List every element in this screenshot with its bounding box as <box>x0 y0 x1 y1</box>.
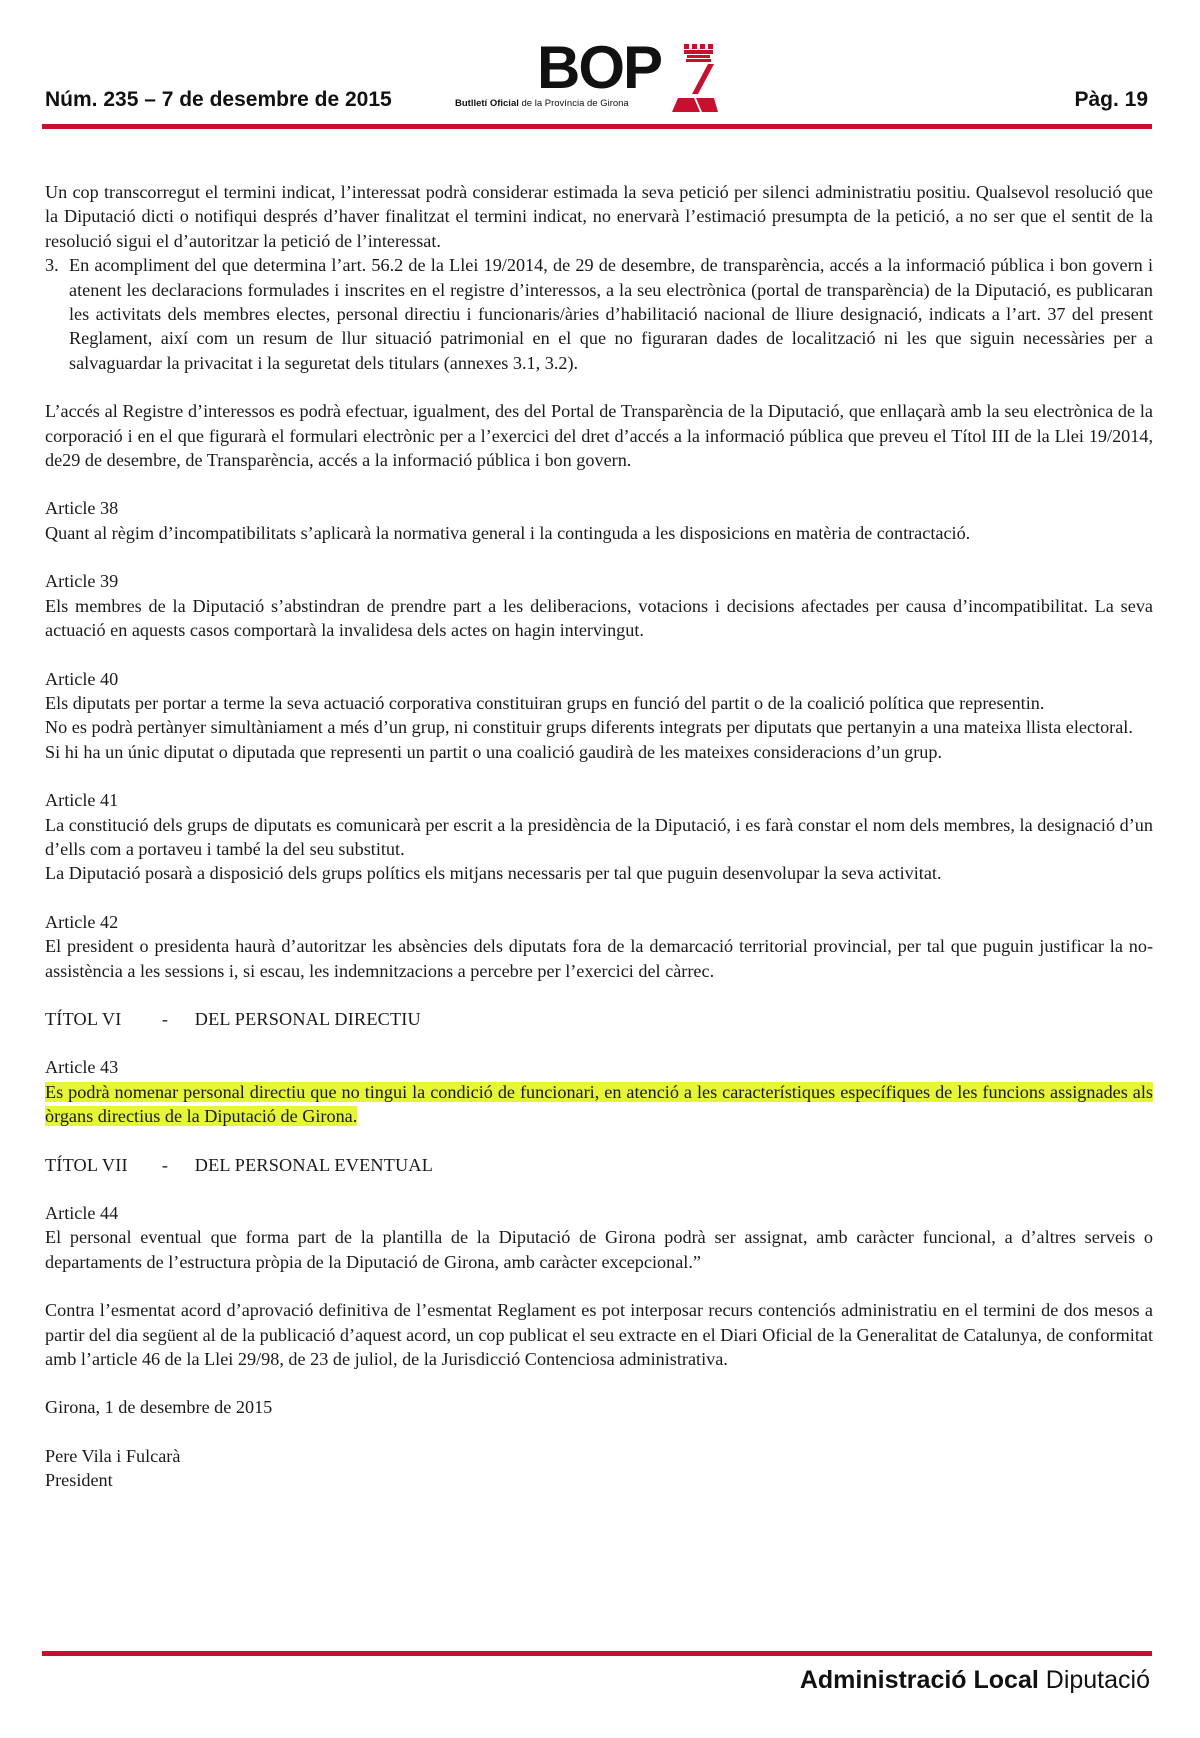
registre-paragraph: L’accés al Registre d’interessos es podrà efectuar, igualment, des del Portal de Transparència de la Diputació, que enllaçarà amb la seu electrònica de la corporació i en el que figurarà el formulari electrònic per a l’exercici del dret d’accés a la informació pública que preveu el Títol III de la Llei 19/2014, de29 de desembre, de Transparència, accés a la informació pública i bon govern. <box>45 401 1153 471</box>
footer-rule <box>42 1651 1152 1656</box>
titol-vii-name: DEL PERSONAL EVENTUAL <box>194 1154 434 1175</box>
article-43-title: Article 43 <box>45 1057 119 1078</box>
footer-section-bold: Administració Local <box>799 1666 1039 1694</box>
article-40-paragraph-1: Els diputats per portar a terme la seva actuació corporativa constituiran grups en funció del partit o de la coalició política que representin. <box>45 692 1045 713</box>
footer-section-rest: Diputació <box>1045 1666 1150 1694</box>
titol-vii-dash: - <box>161 1154 169 1175</box>
logo-subtitle-bold: Butlletí Oficial <box>455 98 519 109</box>
article-41-title: Article 41 <box>45 790 119 811</box>
recurs-paragraph: Contra l’esmentat acord d’aprovació definitiva de l’esmentat Reglament es pot interposar recurs contenciós administratiu en el termini de dos mesos a partir del dia següent al de la publicació d’aquest acord, un cop publicat el seu extracte en el Diari Oficial de la Generalitat de Catalunya, de conformitat amb l’article 46 de la Llei 29/98, de 23 de juliol, de la Jurisdicció Contenciosa administrativa. <box>45 1300 1153 1370</box>
article-43-text <box>45 1080 1153 1129</box>
article-41-paragraph-1: La constitució dels grups de diputats es comunicarà per escrit a la presidència de la Diputació, i es farà constar el nom dels membres, la designació d’un d’ells com a portaveu i també la del seu substitut. <box>45 814 1153 859</box>
article-44-title: Article 44 <box>45 1203 119 1223</box>
place-date: Girona, 1 de desembre de 2015 <box>45 1397 273 1418</box>
list-item-number: 3. <box>45 255 59 276</box>
header-rule <box>42 124 1152 129</box>
list-item-3 <box>45 253 1153 375</box>
article-38-title: Article 38 <box>45 498 119 519</box>
article-39-text: Els membres de la Diputació s’abstindran de prendre part a les deliberacions, votacions i decisions afectades per causa d’incompatibilitat. La seva actuació en aquests casos comportarà la invalidesa dels actes on hagin intervingut. <box>45 595 1153 641</box>
bop-logo <box>455 34 725 114</box>
highlighted-text: Es podrà nomenar personal directiu que no tingui la condició de funcionari, en atenció a les característiques específiques de les funcions assignades als òrgans directius de la Diputació de Girona. <box>45 1081 1153 1127</box>
logo-subtitle <box>455 98 629 109</box>
titol-vii-number: TÍTOL VII <box>45 1154 128 1175</box>
titol-vi-heading <box>45 1007 1153 1031</box>
article-40-title: Article 40 <box>45 668 119 689</box>
logo-wordmark: BOP <box>537 34 662 101</box>
article-40-paragraph-2: No es podrà pertànyer simultàniament a més d’un grup, ni constituir grups diferents integrats per diputats que pertanyin a una mateixa llista electoral. <box>45 717 1133 738</box>
page-number: Pàg. 19 <box>1074 88 1148 111</box>
footer-section <box>800 1666 1150 1695</box>
document-body <box>45 180 1153 1493</box>
titol-vi-number: TÍTOL VI <box>45 1008 122 1029</box>
article-40-paragraph-3: Si hi ha un únic diputat o diputada que representi un partit o una coalició gaudirà de les mateixes consideracions d’un grup. <box>45 741 942 762</box>
list-item-text: En acompliment del que determina l’art. 56.2 de la Llei 19/2014, de 29 de desembre, de transparència, accés a la informació pública i bon govern i atenent les declaracions formulades i inscrites en el registre d’interessos, a la seu electrònica (portal de transparència) de la Diputació, es publicaran les activitats dels membres electes, personal directiu i funcionaris/àries d’habilitació nacional de lliure designació, indicats a l’art. 37 del present Reglament, així com un resum de llur situació patrimonial en el que no figuraran dades de localització ni les que siguin necessàries per a salvaguardar la privacitat i la seguretat dels titulars (annexes 3.1, 3.2). <box>69 255 1153 373</box>
article-42-text: El president o presidenta haurà d’autoritzar les absències dels diputats fora de la demarcació territorial provincial, per tal que puguin justificar la no-assistència a les sessions i, si escau, les indemnitzacions a percebre per l’exercici del càrrec. <box>45 936 1153 981</box>
titol-vii-heading <box>45 1153 1153 1177</box>
titol-vi-dash: - <box>161 1008 169 1029</box>
article-38-text: Quant al règim d’incompatibilitats s’aplicarà la normativa general i la continguda a les disposicions en matèria de contractació. <box>45 522 971 543</box>
logo-subtitle-rest: de la Província de Girona <box>518 98 629 109</box>
article-41-paragraph-2: La Diputació posarà a disposició dels grups polítics els mitjans necessaris per tal que puguin desenvolupar la seva activitat. <box>45 863 942 884</box>
article-44-text: El personal eventual que forma part de la plantilla de la Diputació de Girona podrà ser assignat, amb caràcter funcional, a d’altres serveis o departaments de l’estructura pròpia de la Diputació de Girona, amb caràcter excepcional.” <box>45 1227 1153 1272</box>
titol-vi-name: DEL PERSONAL DIRECTIU <box>194 1008 421 1029</box>
signer-role: President <box>45 1470 113 1491</box>
intro-paragraph: Un cop transcorregut el termini indicat, l’interessat podrà considerar estimada la seva petició per silenci administratiu positiu. Qualsevol resolució que la Diputació dicti o notifiqui després d’haver finalitzat el termini indicat, no enervarà l’estimació presumpta de la petició, a no ser que el sentit de la resolució sigui el d’autoritzar la petició de l’interessat. <box>45 182 1153 251</box>
issue-number: Núm. 235 – 7 de desembre de 2015 <box>45 88 392 111</box>
article-39-title: Article 39 <box>45 571 119 592</box>
signer-name: Pere Vila i Fulcarà <box>45 1445 181 1466</box>
article-42-title: Article 42 <box>45 911 119 932</box>
girona-crown-emblem-icon <box>670 42 720 114</box>
